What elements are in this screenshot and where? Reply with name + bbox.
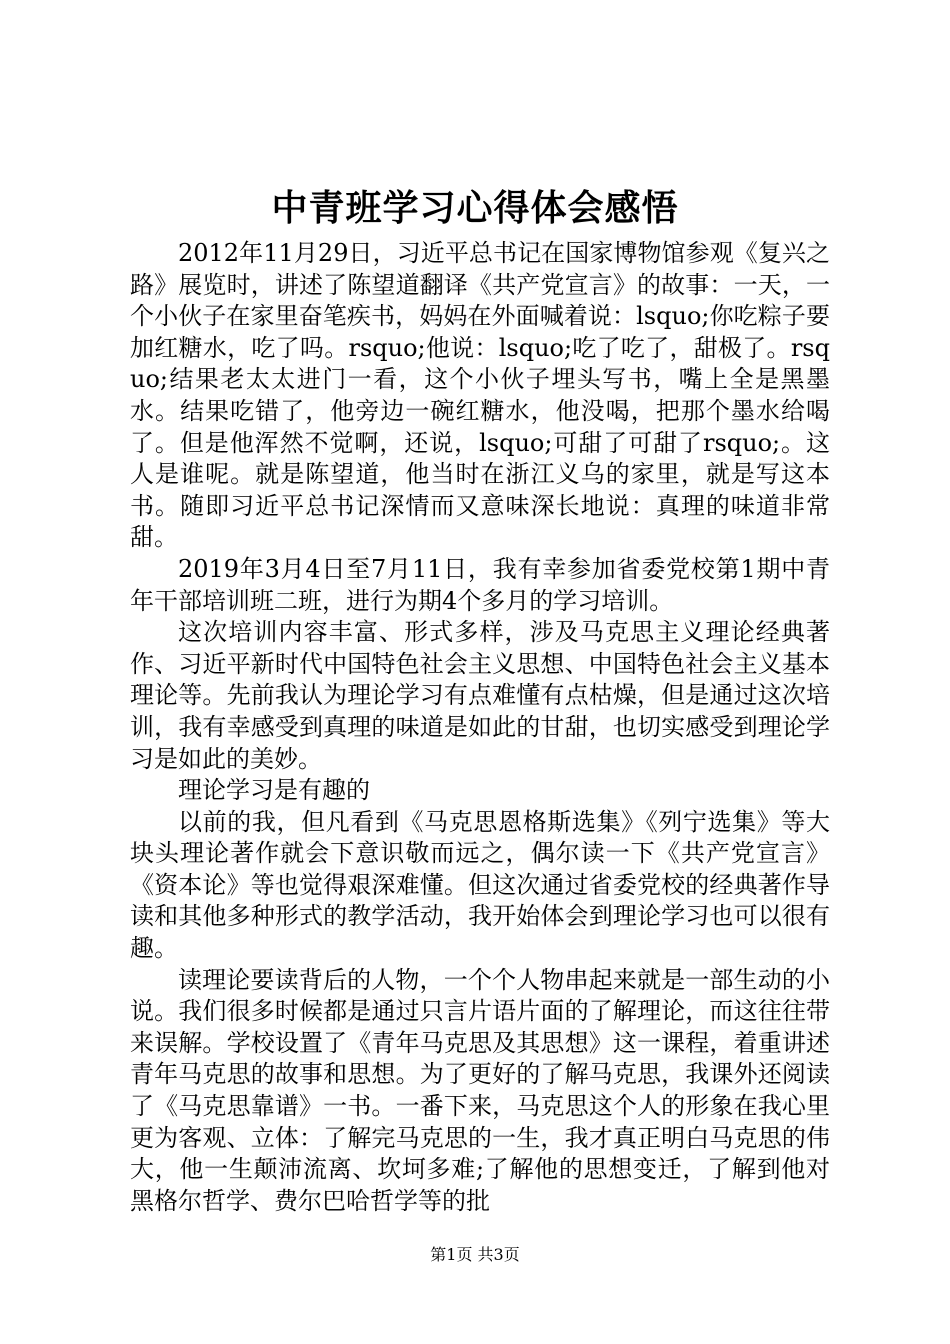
paragraph: 读理论要读背后的人物，一个个人物串起来就是一部生动的小说。我们很多时候都是通过只言片语片面的了解理论，而这往往带来误解。学校设置了《青年马克思及其思想》这一课程，着重讲述青年马克思的故事和思想。为了更好的了解马克思，我课外还阅读了《马克思靠谱》一书。一番下来，马克思这个人的形象在我心里更为客观、立体：了解完马克思的一生，我才真正明白马克思的伟大，他一生颠沛流离、坎坷多难;了解他的思想变迁，了解到他对黑格尔哲学、费尔巴哈哲学等的批 [130,965,830,1215]
paragraph: 2012年11月29日，习近平总书记在国家博物馆参观《复兴之路》展览时，讲述了陈望道翻译《共产党宣言》的故事：一天，一个小伙子在家里奋笔疾书，妈妈在外面喊着说：lsquo;你吃粽子要加红糖水，吃了吗。rsquo;他说：lsquo;吃了吃了，甜极了。rsquo;结果老太太进门一看，这个小伙子埋头写书，嘴上全是黑墨水。结果吃错了，他旁边一碗红糖水，他没喝，把那个墨水给喝了。但是他浑然不觉啊，还说，lsquo;可甜了可甜了rsquo;。这人是谁呢。就是陈望道，他当时在浙江义乌的家里，就是写这本书。随即习近平总书记深情而又意味深长地说：真理的味道非常甜。 [130,239,830,552]
paragraph: 以前的我，但凡看到《马克思恩格斯选集》《列宁选集》等大块头理论著作就会下意识敬而远之，偶尔读一下《共产党宣言》《资本论》等也觉得艰深难懂。但这次通过省委党校的经典著作导读和其他多种形式的教学活动，我开始体会到理论学习也可以很有趣。 [130,807,830,963]
page-number-footer: 第1页 共3页 [430,1245,520,1264]
paragraph: 2019年3月4日至7月11日，我有幸参加省委党校第1期中青年干部培训班二班，进行为期4个多月的学习培训。 [130,554,830,615]
paragraph: 这次培训内容丰富、形式多样，涉及马克思主义理论经典著作、习近平新时代中国特色社会主义思想、中国特色社会主义基本理论等。先前我认为理论学习有点难懂有点枯燥，但是通过这次培训，我有幸感受到真理的味道是如此的甘甜，也切实感受到理论学习是如此的美妙。 [130,618,830,773]
document-title: 中青班学习心得体会感悟 [271,187,679,229]
document-body [130,238,830,1217]
section-heading: 理论学习是有趣的 [178,776,370,805]
